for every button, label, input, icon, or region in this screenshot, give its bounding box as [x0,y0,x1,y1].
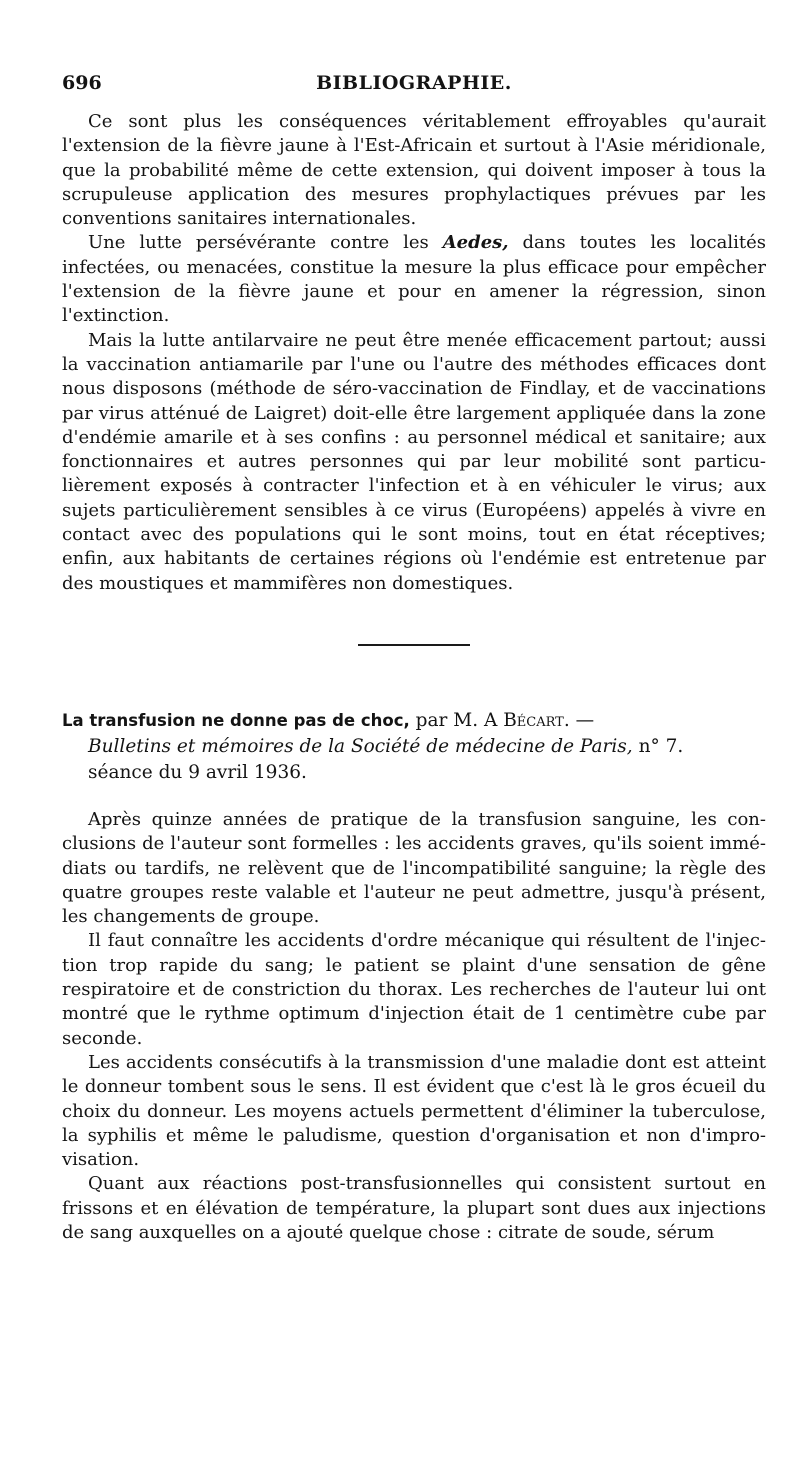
paragraph-mechanical-accidents: Il faut connaître les accidents d'ordre mécanique qui résultent de l'injection trop rapide du sang; le patient se plaint d'une sensation de gêne respiratoire et de constriction du thorax. Les recherches de l'auteur lui ont montré que le rythme optimum d'injection était de 1 centimètre cube par seconde. [62,930,766,1049]
reference-author: Bécart [503,709,564,731]
paragraph-consequences: Ce sont plus les conséquences véritablement effroyables qu'aurait l'extension de la fièvre jaune à l'Est-Africain et surtout à l'Asie méridionale, que la probabilité même de cette extension, qui doivent imposer à tous la scrupuleuse application des mesures prophylactiques prévues par les conventions sanitaires internationales. [62,111,766,230]
reference-dash: . — [563,709,595,731]
reference-first-line [62,708,766,734]
section-divider [358,644,470,646]
section-yellow-fever [62,110,766,596]
page-number: 696 [62,72,102,94]
paragraph-vaccination: Mais la lutte antilarvaire ne peut être menée efficacement partout; aussi la vaccination antiamarile par l'une ou l'autre des méthodes efficaces dont nous disposons (méthode de séro-vaccination de Findlay, et de vaccinations par virus atténué de Laigret) doit-elle être largement appliquée dans la zone d'endémie amarile et à ses confins : au personnel médical et sanitaire; aux fonctionnaires et autres personnes qui par leur mobilité sont particulièrement exposés à contracter l'infection et à en véhiculer le virus; aux sujets particulièrement sensibles à ce virus (Européens) appelés à vivre en contact avec des populations qui le sont moins, tout en état réceptives; enfin, aux habitants de certaines régions où l'endémie est entretenue par des moustiques et mammifères non domestiques. [62,329,766,594]
reference-title: La transfusion ne donne pas de choc, [62,710,410,730]
section-transfusion [62,808,766,1245]
reference-issue: n° 7. [632,735,684,757]
paragraph-aedes-start: Une lutte persévérante contre les [88,232,443,254]
reference-journal: Bulletins et mémoires de la Société de médecine de Paris, [88,735,633,757]
paragraph-conclusions: Après quinze années de pratique de la transfusion sanguine, les conclusions de l'auteur sont formelles : les accidents graves, qu'ils soient immédiats ou tardifs, ne relèvent que de l'incompatibilité sanguine; la règle des quatre groupes reste valable et l'auteur ne peut admettre, jusqu'à présent, les changements de groupe. [62,808,766,928]
running-title: BIBLIOGRAPHIE. [316,72,512,94]
aedes-italic: Aedes, [442,232,509,254]
bibliographic-reference [62,708,766,786]
reference-session: séance du 9 avril 1936. [88,761,307,783]
reference-by: par M. A [409,709,504,731]
page-header [62,66,766,100]
paragraph-aedes [62,231,766,328]
paragraph-post-transfusion-reactions: Quant aux réactions post-transfusionnelles qui consistent surtout en frissons et en élévation de température, la plupart sont dues aux injections de sang auxquelles on a ajouté quelque chose : citrate de soude, sérum [62,1173,766,1243]
reference-source [62,734,766,786]
paragraph-disease-transmission: Les accidents consécutifs à la transmission d'une maladie dont est atteint le donneur tombent sous le sens. Il est évident que c'est là le gros écueil du choix du donneur. Les moyens actuels permettent d'éliminer la tuberculose, la syphilis et même le paludisme, question d'organisation et non d'improvisation. [62,1051,766,1171]
paragraph-aedes-end: dans toutes les localités infectées, ou menacées, constitue la mesure la plus efficace pour empêcher l'extension de la fièvre jaune et pour en amener la régression, sinon l'extinction. [62,232,766,327]
document-page [62,66,766,1245]
